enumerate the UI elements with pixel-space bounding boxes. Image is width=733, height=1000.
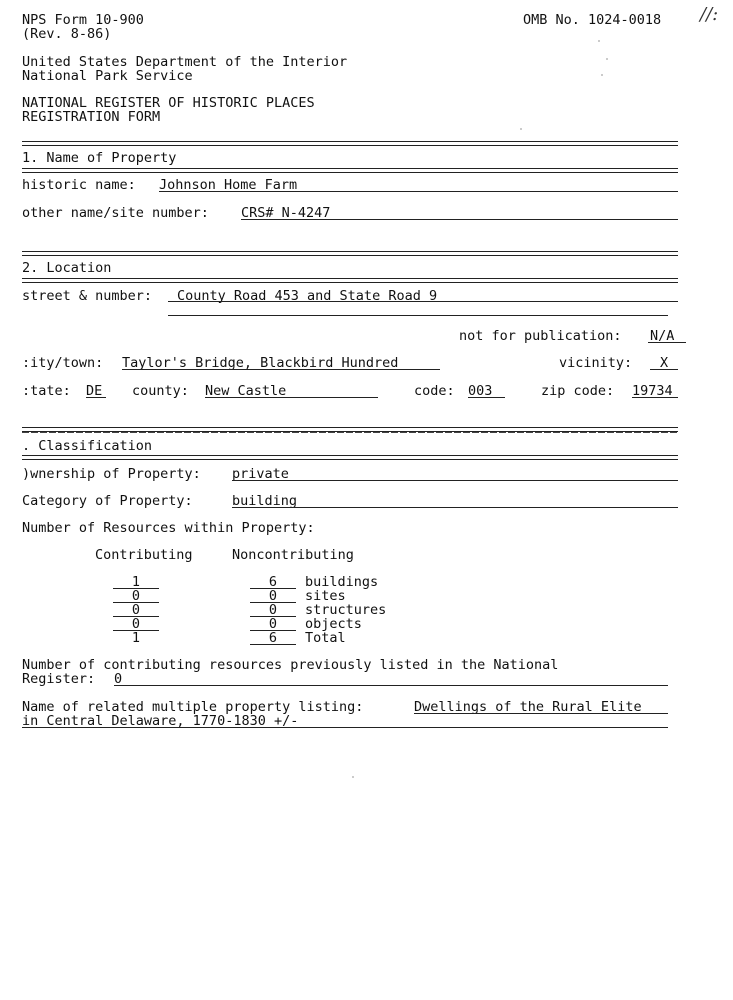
noncontributing-count: 0	[268, 588, 278, 604]
historic-name-label: historic name:	[22, 177, 136, 193]
field-underline	[650, 369, 678, 370]
register-title: NATIONAL REGISTER OF HISTORIC PLACES	[22, 95, 315, 111]
zip-label: zip code:	[541, 383, 615, 399]
previously-listed-label-line1: Number of contributing resources previously listed in the National	[22, 657, 559, 673]
noncontributing-column-header: Noncontributing	[232, 547, 354, 563]
zip-value: 19734	[632, 383, 673, 399]
not-for-publication-label: not for publication:	[459, 328, 622, 344]
category-value: building	[232, 493, 298, 509]
field-underline	[414, 713, 668, 714]
scan-speck	[598, 40, 600, 42]
section-3-heading: . Classification	[22, 438, 153, 454]
related-listing-value-line1: Dwellings of the Rural Elite	[414, 699, 642, 715]
field-underline	[22, 727, 668, 728]
category-label: Category of Property:	[22, 493, 193, 509]
noncontributing-total: 6	[268, 630, 278, 646]
noncontributing-count: 6	[268, 574, 278, 590]
county-value: New Castle	[205, 383, 287, 399]
city-value: Taylor's Bridge, Blackbird Hundred	[122, 355, 399, 371]
street-label: street & number:	[22, 288, 153, 304]
other-name-label: other name/site number:	[22, 205, 209, 221]
scan-speck	[601, 74, 603, 76]
resource-type: structures	[305, 602, 387, 618]
field-underline	[86, 397, 106, 398]
other-name-value: CRS# N-4247	[241, 205, 331, 221]
field-underline	[468, 397, 505, 398]
service-name: National Park Service	[22, 68, 193, 84]
count-underline	[250, 644, 296, 645]
scan-speck	[352, 776, 354, 778]
previously-listed-label-line2: Register:	[22, 671, 96, 687]
section-divider	[22, 455, 678, 460]
field-underline	[122, 369, 440, 370]
contributing-count: 0	[131, 616, 141, 632]
form-title: REGISTRATION FORM	[22, 109, 161, 125]
ownership-label: )wnership of Property:	[22, 466, 201, 482]
state-label: :tate:	[22, 383, 71, 399]
field-underline	[205, 397, 378, 398]
field-underline	[232, 507, 678, 508]
section-divider	[22, 251, 678, 256]
previously-listed-value: 0	[114, 671, 123, 687]
section-2-heading: 2. Location	[22, 260, 112, 276]
noncontributing-count: 0	[268, 602, 278, 618]
field-underline	[648, 342, 686, 343]
code-value: 003	[468, 383, 493, 399]
noncontributing-count: 0	[268, 616, 278, 632]
omb-number: OMB No. 1024-0018	[523, 12, 662, 28]
field-underline	[232, 480, 678, 481]
contributing-count: 0	[131, 602, 141, 618]
resources-label: Number of Resources within Property:	[22, 520, 315, 536]
field-underline-continuation	[168, 315, 668, 316]
section-divider-dashed	[22, 432, 678, 433]
not-for-publication-value: N/A	[650, 328, 675, 344]
vicinity-label: vicinity:	[559, 355, 633, 371]
department-name: United States Department of the Interior	[22, 54, 348, 70]
vicinity-value: X	[660, 355, 669, 371]
form-number: NPS Form 10-900	[22, 12, 144, 28]
contributing-column-header: Contributing	[95, 547, 193, 563]
county-label: county:	[132, 383, 189, 399]
field-underline	[632, 397, 678, 398]
resource-type: Total	[305, 630, 346, 646]
contributing-total: 1	[131, 630, 141, 646]
scan-speck	[520, 128, 522, 130]
section-divider	[22, 141, 678, 146]
resource-type: buildings	[305, 574, 379, 590]
field-underline	[159, 191, 678, 192]
code-label: code:	[414, 383, 455, 399]
ownership-value: private	[232, 466, 289, 482]
contributing-count: 1	[131, 574, 141, 590]
related-listing-label: Name of related multiple property listing:	[22, 699, 364, 715]
field-underline	[168, 301, 678, 302]
street-value: County Road 453 and State Road 9	[177, 288, 438, 304]
contributing-count: 0	[131, 588, 141, 604]
section-divider	[22, 278, 678, 283]
section-divider	[22, 168, 678, 173]
section-1-heading: 1. Name of Property	[22, 150, 177, 166]
resource-type: sites	[305, 588, 346, 604]
resource-type: objects	[305, 616, 362, 632]
related-listing-value-line2: in Central Delaware, 1770-1830 +/-	[22, 713, 299, 729]
historic-name-value: Johnson Home Farm	[159, 177, 298, 193]
field-underline	[241, 219, 678, 220]
handwritten-corner-mark: //:	[700, 4, 719, 25]
city-label: :ity/town:	[22, 355, 104, 371]
field-underline	[114, 685, 668, 686]
state-value: DE	[86, 383, 103, 399]
scan-speck	[606, 58, 608, 60]
form-revision: (Rev. 8-86)	[22, 26, 112, 42]
